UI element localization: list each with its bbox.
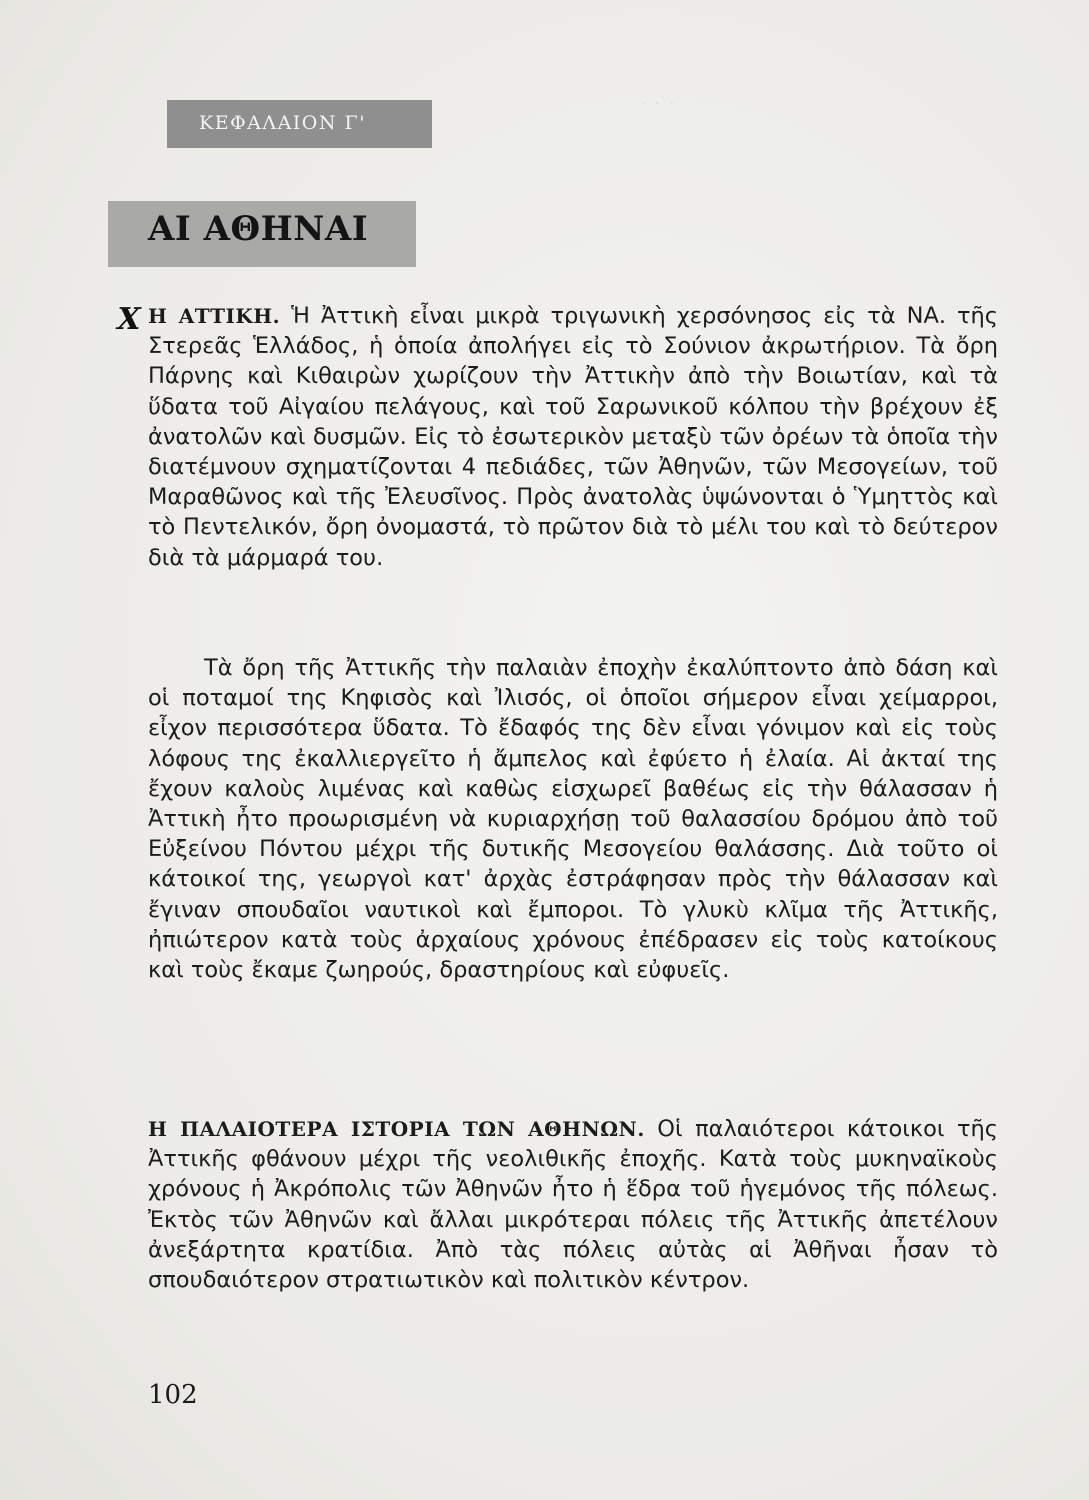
page-title: ΑΙ ΑΘΗΝΑΙ xyxy=(148,209,369,249)
bleed-through-text: · · · xyxy=(640,92,675,117)
page-number: 102 xyxy=(148,1380,198,1410)
margin-cross-mark: X xyxy=(113,302,145,337)
section-heading-history: Η ΠΑΛΑΙΟΤΕΡΑ ΙΣΤΟΡΙΑ ΤΩΝ ΑΘΗΝΩΝ. xyxy=(148,1117,645,1141)
paragraph-attica xyxy=(148,301,998,573)
paragraph-attica-2 xyxy=(148,653,998,985)
paragraph-attica-2-text: Τὰ ὄρη τῆς Ἀττικῆς τὴν παλαιὰν ἐποχὴν ἐκαλύπτοντο ἀπὸ δάση καὶ οἱ ποταμοί της Κηφισὸς καὶ Ἰλισός, οἱ ὁποῖοι σήμερον εἶναι χείμαρροι, εἶχον περισσότερα ὕδατα. Τὸ ἔδαφός της δὲν εἶναι γόνιμον καὶ εἰς τοὺς λόφους της ἐκαλλιεργεῖτο ἡ ἄμπελος καὶ ἐφύετο ἡ ἐλαία. Αἱ ἀκταί της ἔχουν καλοὺς λιμένας καὶ καθὼς εἰσχωρεῖ βαθέως εἰς τὴν θάλασσαν ἡ Ἀττικὴ ἦτο προωρισμένη νὰ κυριαρχήσῃ τοῦ θαλασσίου δρόμου ἀπὸ τοῦ Εὐξείνου Πόντου μέχρι τῆς δυτικῆς Μεσογείου θαλάσσης. Διὰ τοῦτο οἱ κάτοικοί της, γεωργοὶ κατ' ἀρχὰς ἐστράφησαν πρὸς τὴν θάλασσαν καὶ ἔγιναν σπουδαῖοι ναυτικοὶ καὶ ἔμποροι. Τὸ γλυκὺ κλῖμα τῆς Ἀττικῆς, ἠπιώτερον κατὰ τοὺς ἀρχαίους χρόνους ἐπέδρασεν εἰς τοὺς κατοίκους καὶ τοὺς ἔκαμε ζωηρούς, δραστηρίους καὶ εὐφυεῖς. xyxy=(148,655,998,984)
section-heading-attica: Η ΑΤΤΙΚΗ. xyxy=(148,304,281,328)
chapter-label: ΚΕΦΑΛΑΙΟΝ Γ' xyxy=(199,112,366,134)
paragraph-history xyxy=(148,1114,998,1295)
paragraph-attica-text: Ἡ Ἀττικὴ εἶναι μικρὰ τριγωνικὴ χερσόνησος εἰς τὰ ΝΑ. τῆς Στερεᾶς Ἑλλάδος, ἡ ὁποία ἀπολήγει εἰς τὸ Σούνιον ἀκρωτήριον. Τὰ ὄρη Πάρνης καὶ Κιθαιρὼν χωρίζουν τὴν Ἀττικὴν ἀπὸ τὴν Βοιωτίαν, καὶ τὰ ὕδατα τοῦ Αἰγαίου πελάγους, καὶ τοῦ Σαρωνικοῦ κόλπου τὴν βρέχουν ἐξ ἀνατολῶν καὶ δυσμῶν. Εἰς τὸ ἐσωτερικὸν μεταξὺ τῶν ὀρέων τὰ ὁποῖα τὴν διατέμνουν σχηματίζονται 4 πεδιάδες, τῶν Ἀθηνῶν, τῶν Μεσογείων, τοῦ Μαραθῶνος καὶ τῆς Ἐλευσῖνος. Πρὸς ἀνατολὰς ὑψώνονται ὁ Ὑμηττὸς καὶ τὸ Πεντελικόν, ὄρη ὀνομαστά, τὸ πρῶτον διὰ τὸ μέλι του καὶ τὸ δεύτερον διὰ τὰ μάρμαρά του. xyxy=(148,303,998,571)
paragraph-history-text: Οἱ παλαιότεροι κάτοικοι τῆς Ἀττικῆς φθάνουν μέχρι τῆς νεολιθικῆς ἐποχῆς. Κατὰ τοὺς μυκηναϊκοὺς χρόνους ἡ Ἀκρόπολις τῶν Ἀθηνῶν ἦτο ἡ ἕδρα τοῦ ἡγεμόνος τῆς πόλεως. Ἐκτὸς τῶν Ἀθηνῶν καὶ ἄλλαι μικρότεραι πόλεις τῆς Ἀττικῆς ἀπετέλουν ἀνεξάρτητα κρατίδια. Ἀπὸ τὰς πόλεις αὐτὰς αἱ Ἀθῆναι ἦσαν τὸ σπουδαιότερον στρατιωτικὸν καὶ πολιτικὸν κέντρον. xyxy=(148,1116,998,1294)
